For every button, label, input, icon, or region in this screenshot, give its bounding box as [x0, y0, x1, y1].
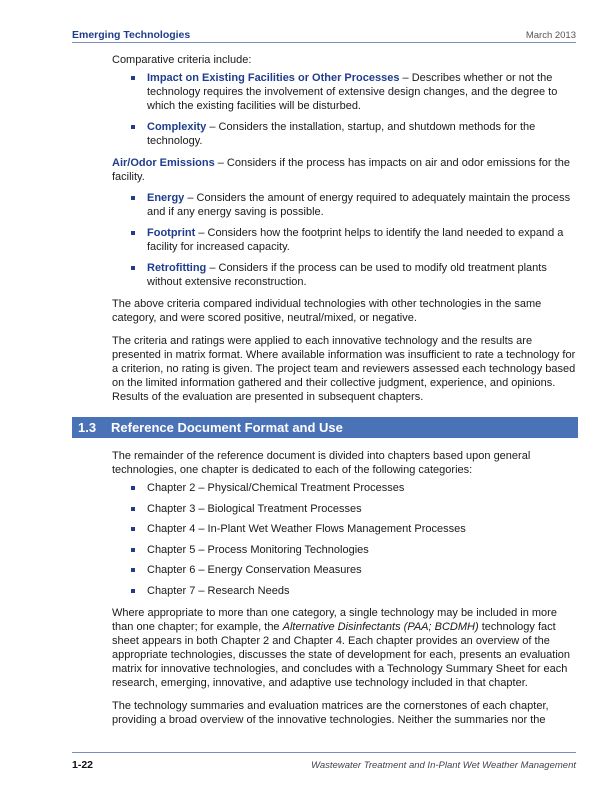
footer-document-title: Wastewater Treatment and In-Plant Wet Weather Management — [311, 760, 576, 771]
criterion-text: – Describes whether or not the technology requires the involvement of extensive design changes, and the degree to which the existing facilities will be disturbed. — [147, 72, 558, 112]
section-heading-bar — [72, 417, 578, 438]
criterion-term: Complexity — [147, 121, 207, 133]
list-item — [112, 261, 578, 289]
list-item — [112, 226, 578, 254]
air-odor-paragraph — [112, 156, 578, 184]
list-item: Chapter 3 – Biological Treatment Processes — [112, 502, 578, 516]
text-run: technology fact sheet appears in both Chapter 2 and Chapter 4. Each chapter provides an overview of the appropriate technologies, discusses the state of development for each, presents an evaluation matrix for innovative technologies, and concludes with a Technology Summary Sheet for each research, emerging, innovative, and adaptive use technology included in that chapter. — [112, 620, 571, 689]
criterion-term: Air/Odor Emissions — [112, 157, 215, 169]
criteria-block — [112, 53, 578, 413]
chapter-list — [112, 481, 578, 598]
page-number: 1-22 — [72, 759, 94, 771]
list-item — [112, 120, 578, 148]
text-run: Where appropriate to more than one category, a single technology may be included in more than one chapter; for example, the — [112, 606, 557, 633]
list-item — [112, 191, 578, 219]
body-paragraph: The criteria and ratings were applied to each innovative technology and the results are presented in matrix format. Where available information was insufficient to rate a technology for a criterion, no rating is given. The project team and reviewers assessed each technology based on the limited information gathered and their collective judgment, experience, and opinions. Results of the evaluation are presented in subsequent chapters. — [112, 335, 576, 403]
criterion-term: Impact on Existing Facilities or Other Processes — [147, 72, 400, 84]
criterion-text: – Considers how the footprint helps to identify the land needed to expand a facility for increased capacity. — [147, 227, 564, 253]
section-title: Reference Document Format and Use — [111, 420, 343, 435]
criteria-list-b — [112, 191, 578, 289]
list-item: Chapter 2 – Physical/Chemical Treatment Processes — [112, 481, 578, 495]
italic-term: Alternative Disinfectants (PAA; BCDMH) — [282, 620, 479, 633]
section-intro: The remainder of the reference document is divided into chapters based upon general technologies, one chapter is dedicated to each of the following categories: — [112, 450, 531, 476]
body-paragraph — [112, 606, 578, 690]
section-number: 1.3 — [78, 420, 97, 435]
header-date: March 2013 — [525, 30, 576, 41]
header-title: Emerging Technologies — [72, 29, 191, 41]
criteria-list-a — [112, 71, 578, 148]
criterion-term: Retrofitting — [147, 262, 207, 274]
list-item: Chapter 4 – In-Plant Wet Weather Flows Management Processes — [112, 522, 578, 536]
criterion-text: – Considers the amount of energy required to adequately maintain the process and if any energy saving is possible. — [147, 192, 571, 218]
criterion-term: Footprint — [147, 227, 196, 239]
list-item: Chapter 6 – Energy Conservation Measures — [112, 563, 578, 577]
header-divider — [72, 42, 576, 43]
body-paragraph: The technology summaries and evaluation matrices are the cornerstones of each chapter, providing a broad overview of the innovative technologies. Neither the summaries nor the — [112, 699, 549, 726]
list-item: Chapter 7 – Research Needs — [112, 584, 578, 598]
section-body — [112, 449, 578, 736]
list-item — [112, 71, 578, 113]
criteria-intro: Comparative criteria include: — [112, 54, 252, 66]
list-item: Chapter 5 – Process Monitoring Technologies — [112, 543, 578, 557]
criterion-term: Energy — [147, 192, 185, 204]
criterion-text: – Considers the installation, startup, and shutdown methods for the technology. — [147, 121, 536, 147]
body-paragraph: The above criteria compared individual technologies with other technologies in the same category, and were scored positive, neutral/mixed, or negative. — [112, 298, 542, 324]
footer-divider — [72, 752, 576, 753]
criterion-text: – Considers if the process has impacts on air and odor emissions for the facility. — [112, 157, 570, 183]
criterion-text: – Considers if the process can be used to modify old treatment plants without extensive reconstruction. — [147, 262, 547, 288]
